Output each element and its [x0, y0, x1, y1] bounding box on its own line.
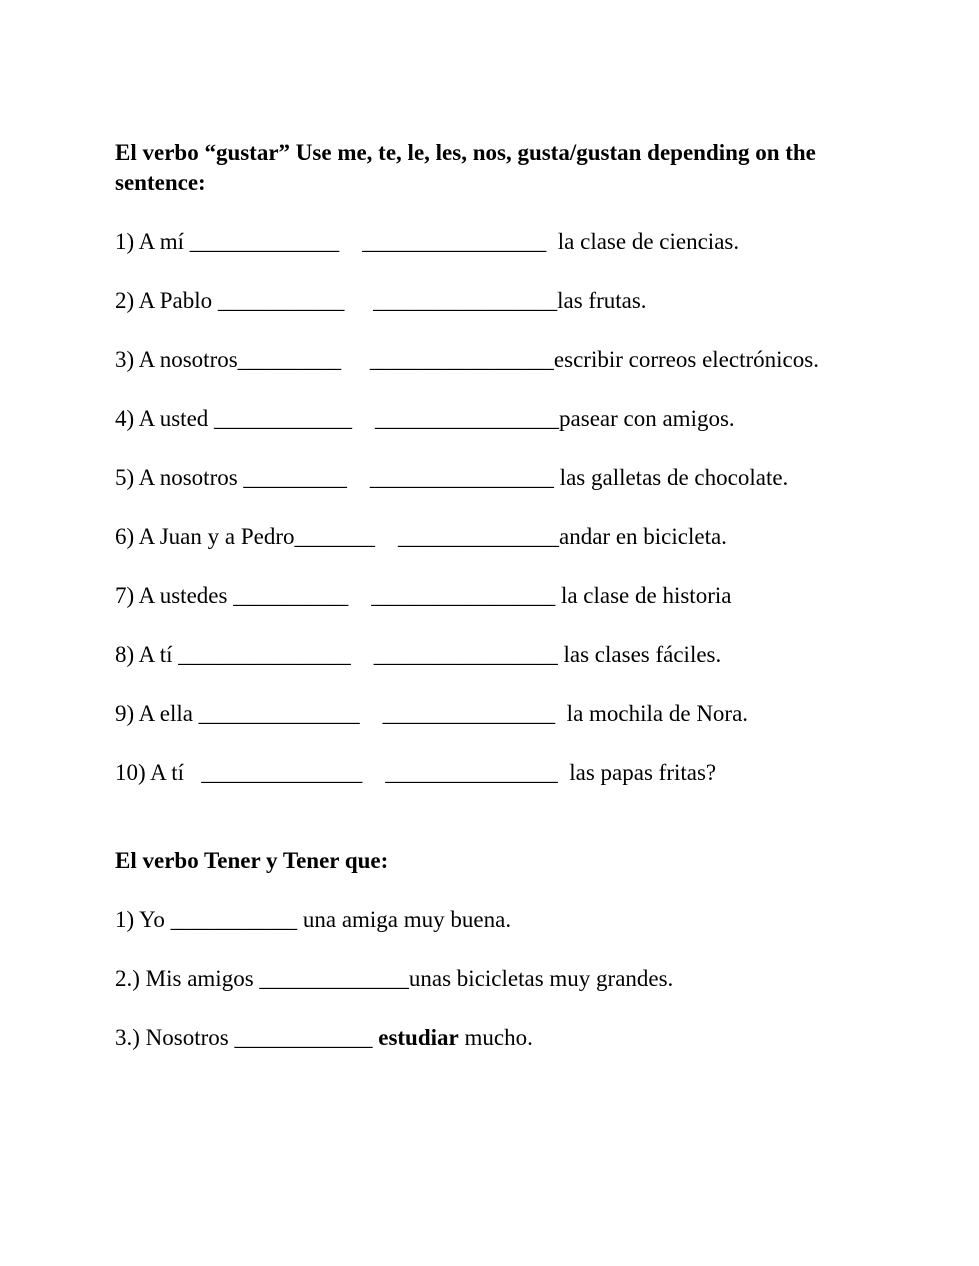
exercise-item: 4) A usted ____________ ________________pasear con amigos.	[115, 405, 735, 431]
exercise-item: 5) A nosotros _________ ________________ las galletas de chocolate.	[115, 464, 789, 490]
worksheet-page	[115, 138, 875, 1053]
exercise-item: 1) Yo ___________ una amiga muy buena.	[115, 907, 512, 932]
exercise-item: 8) A tí _______________ ________________ las clases fáciles.	[115, 641, 722, 667]
item-text-after: mucho.	[458, 1025, 533, 1050]
item-bold-verb: estudiar	[378, 1025, 459, 1050]
exercise-item: 3) A nosotros_________ ________________escribir correos electrónicos.	[115, 346, 819, 372]
exercise-item: 10) A tí ______________ _______________ las papas fritas?	[115, 759, 717, 785]
item-text-before: 3.) Nosotros ____________	[115, 1025, 379, 1050]
exercise-item: 1) A mí _____________ ________________ la clase de ciencias.	[115, 228, 740, 254]
exercise-item: 6) A Juan y a Pedro_______ ______________andar en bicicleta.	[115, 523, 727, 549]
section-heading-gustar: El verbo “gustar” Use me, te, le, les, nos, gusta/gustan depending on the sentence:	[115, 140, 822, 195]
exercise-item	[115, 1023, 875, 1053]
exercise-item: 2.) Mis amigos _____________unas bicicletas muy grandes.	[115, 966, 674, 991]
section-heading-tener: El verbo Tener y Tener que:	[115, 848, 389, 873]
exercise-item: 2) A Pablo ___________ ________________las frutas.	[115, 287, 647, 313]
exercise-item: 7) A ustedes __________ ________________ la clase de historia	[115, 582, 732, 608]
exercise-item: 9) A ella ______________ _______________ la mochila de Nora.	[115, 700, 749, 726]
